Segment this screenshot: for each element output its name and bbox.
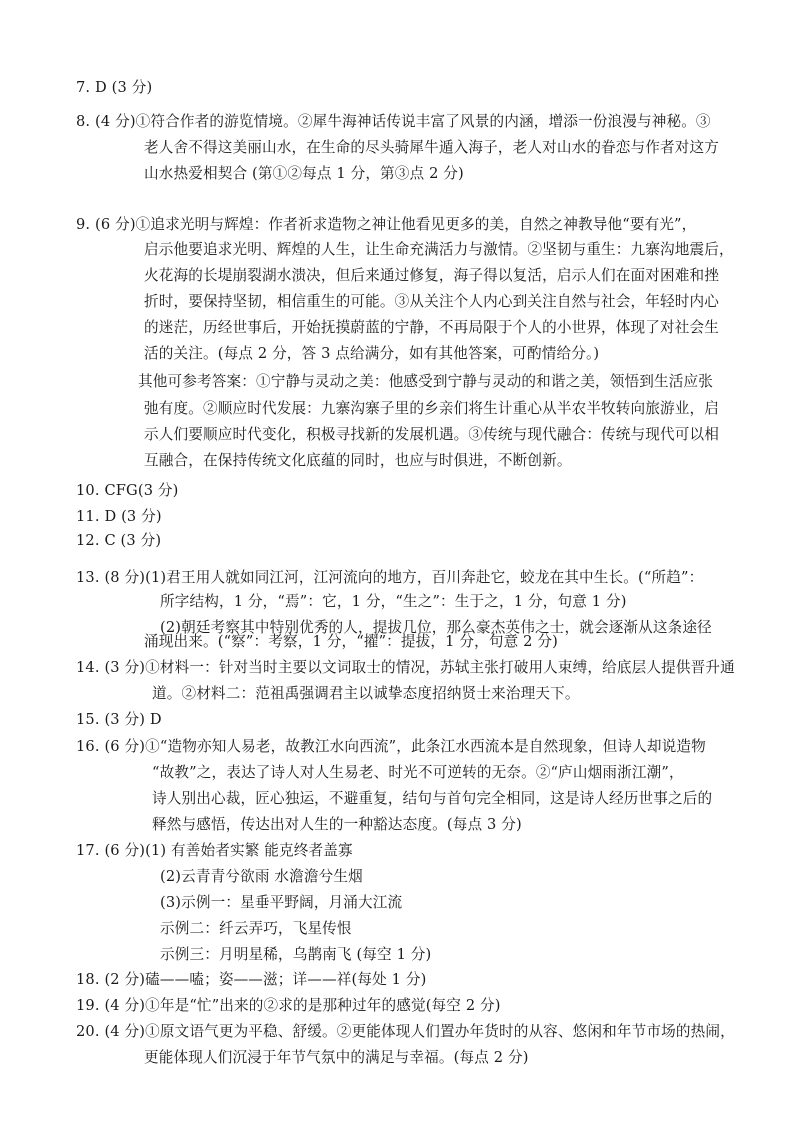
answer-13-line: 所字结构，1 分，“焉”：它，1 分，“生之”：生于之，1 分，句意 1 分) xyxy=(160,593,627,610)
answer-8-line: 老人舍不得这美丽山水，在生命的尽头骑犀牛遁入海子，老人对山水的眷恋与作者对这方 xyxy=(144,139,720,156)
answer-10-line: 10. CFG(3 分) xyxy=(76,482,179,499)
answer-9-line: 活的关注。(每点 2 分，答 3 点给满分，如有其他答案，可酌情给分。) xyxy=(144,345,600,362)
answer-17-line: 17. (6 分)(1) 有善始者实繁 能克终者盖寡 xyxy=(76,842,353,859)
answer-9-alt-line: 其他可参考答案：①宁静与灵动之美：他感受到宁静与灵动的和谐之美，领悟到生活应张 xyxy=(138,373,714,390)
answer-13-line: 涌现出来。(“察”：考察，1 分，“擢”：提拔，1 分，句意 2 分) xyxy=(144,633,558,650)
answer-9-alt-line: 示人们要顺应时代变化，积极寻找新的发展机遇。③传统与现代融合：传统与现代可以相 xyxy=(144,426,720,443)
answer-13-line: 13. (8 分)(1)君王用人就如同江河，江河流向的地方，百川奔赴它，蛟龙在其中生长。(“所趋”： xyxy=(76,569,704,586)
answer-12-line: 12. C (3 分) xyxy=(76,532,162,549)
answer-16-line: 释然与感悟，传达出对人生的一种豁达态度。(每点 3 分) xyxy=(152,816,522,833)
answer-17-line: 示例二：纤云弄巧，飞星传恨 xyxy=(160,920,352,937)
answer-19-line: 19. (4 分)①年是“忙”出来的②求的是那种过年的感觉(每空 2 分) xyxy=(76,997,501,1014)
answer-16-line: 16. (6 分)①“造物亦知人易老，故教江水向西流”，此条江水西流本是自然现象，但诗人却说造物 xyxy=(76,738,706,755)
answer-15-line: 15. (3 分) D xyxy=(76,711,162,728)
answer-14-line: 14. (3 分)①材料一：针对当时主要以文词取士的情况，苏轼主张打破用人束缚，给底层人提供晋升通 xyxy=(76,659,735,676)
answer-8-line: 山水热爱相契合 (第①②每点 1 分，第③点 2 分) xyxy=(144,165,464,182)
answer-11-line: 11. D (3 分) xyxy=(76,508,162,525)
answer-17-line: 示例三：月明星稀，乌鹊南飞 (每空 1 分) xyxy=(160,946,432,963)
answer-7-line: 7. D (3 分) xyxy=(76,79,153,96)
answer-16-line: 诗人别出心裁，匠心独运，不避重复，结句与首句完全相同，这是诗人经历世事之后的 xyxy=(152,790,713,807)
answer-17-line: (3)示例一：星垂平野阔，月涌大江流 xyxy=(160,894,403,911)
answer-17-line: (2)云青青兮欲雨 水澹澹兮生烟 xyxy=(160,868,363,885)
answer-16-line: “故教”之，表达了诗人对人生易老、时光不可逆转的无奈。②“庐山烟雨浙江潮”， xyxy=(152,764,684,781)
answer-13-line: (2)朝廷考察其中特别优秀的人，提拔几位，那么豪杰英伟之士，就会逐渐从这条途径 xyxy=(160,619,712,636)
answer-14-line: 道。②材料二：范祖禹强调君主以诚挚态度招纳贤士来治理天下。 xyxy=(152,685,580,702)
answer-18-line: 18. (2 分)磕——嗑；姿——滋；详——祥(每处 1 分) xyxy=(76,971,427,988)
answer-9-alt-line: 互融合，在保持传统文化底蕴的同时，也应与时俱进，不断创新。 xyxy=(144,452,572,469)
answer-20-line: 更能体现人们沉浸于年节气氛中的满足与幸福。(每点 2 分) xyxy=(144,1049,529,1066)
answer-9-line: 火花海的长堤崩裂湖水溃决，但后来通过修复，海子得以复活，启示人们在面对困难和挫 xyxy=(144,267,720,284)
answer-9-line: 启示他要追求光明、辉煌的人生，让生命充满活力与激情。②坚韧与重生：九寨沟地震后， xyxy=(144,241,734,258)
answer-9-line: 折时，要保持坚韧，相信重生的可能。③从关注个人内心到关注自然与社会，年轻时内心 xyxy=(144,293,720,310)
answer-20-line: 20. (4 分)①原文语气更为平稳、舒缓。②更能体现人们置办年货时的从容、悠闲和年节市场的热闹， xyxy=(76,1023,735,1040)
answer-9-line: 9. (6 分)①追求光明与辉煌：作者祈求造物之神让他看见更多的美，自然之神教导他“要有光”， xyxy=(76,216,697,233)
answer-9-alt-line: 弛有度。②顺应时代发展：九寨沟寨子里的乡亲们将生计重心从半农半牧转向旅游业，启 xyxy=(144,400,720,417)
answer-9-line: 的迷茫，历经世事后，开始抚摸蔚蓝的宁静，不再局限于个人的小世界，体现了对社会生 xyxy=(144,319,720,336)
answer-8-line: 8. (4 分)①符合作者的游览情境。②犀牛海神话传说丰富了风景的内涵，增添一份浪漫与神秘。③ xyxy=(76,113,711,130)
